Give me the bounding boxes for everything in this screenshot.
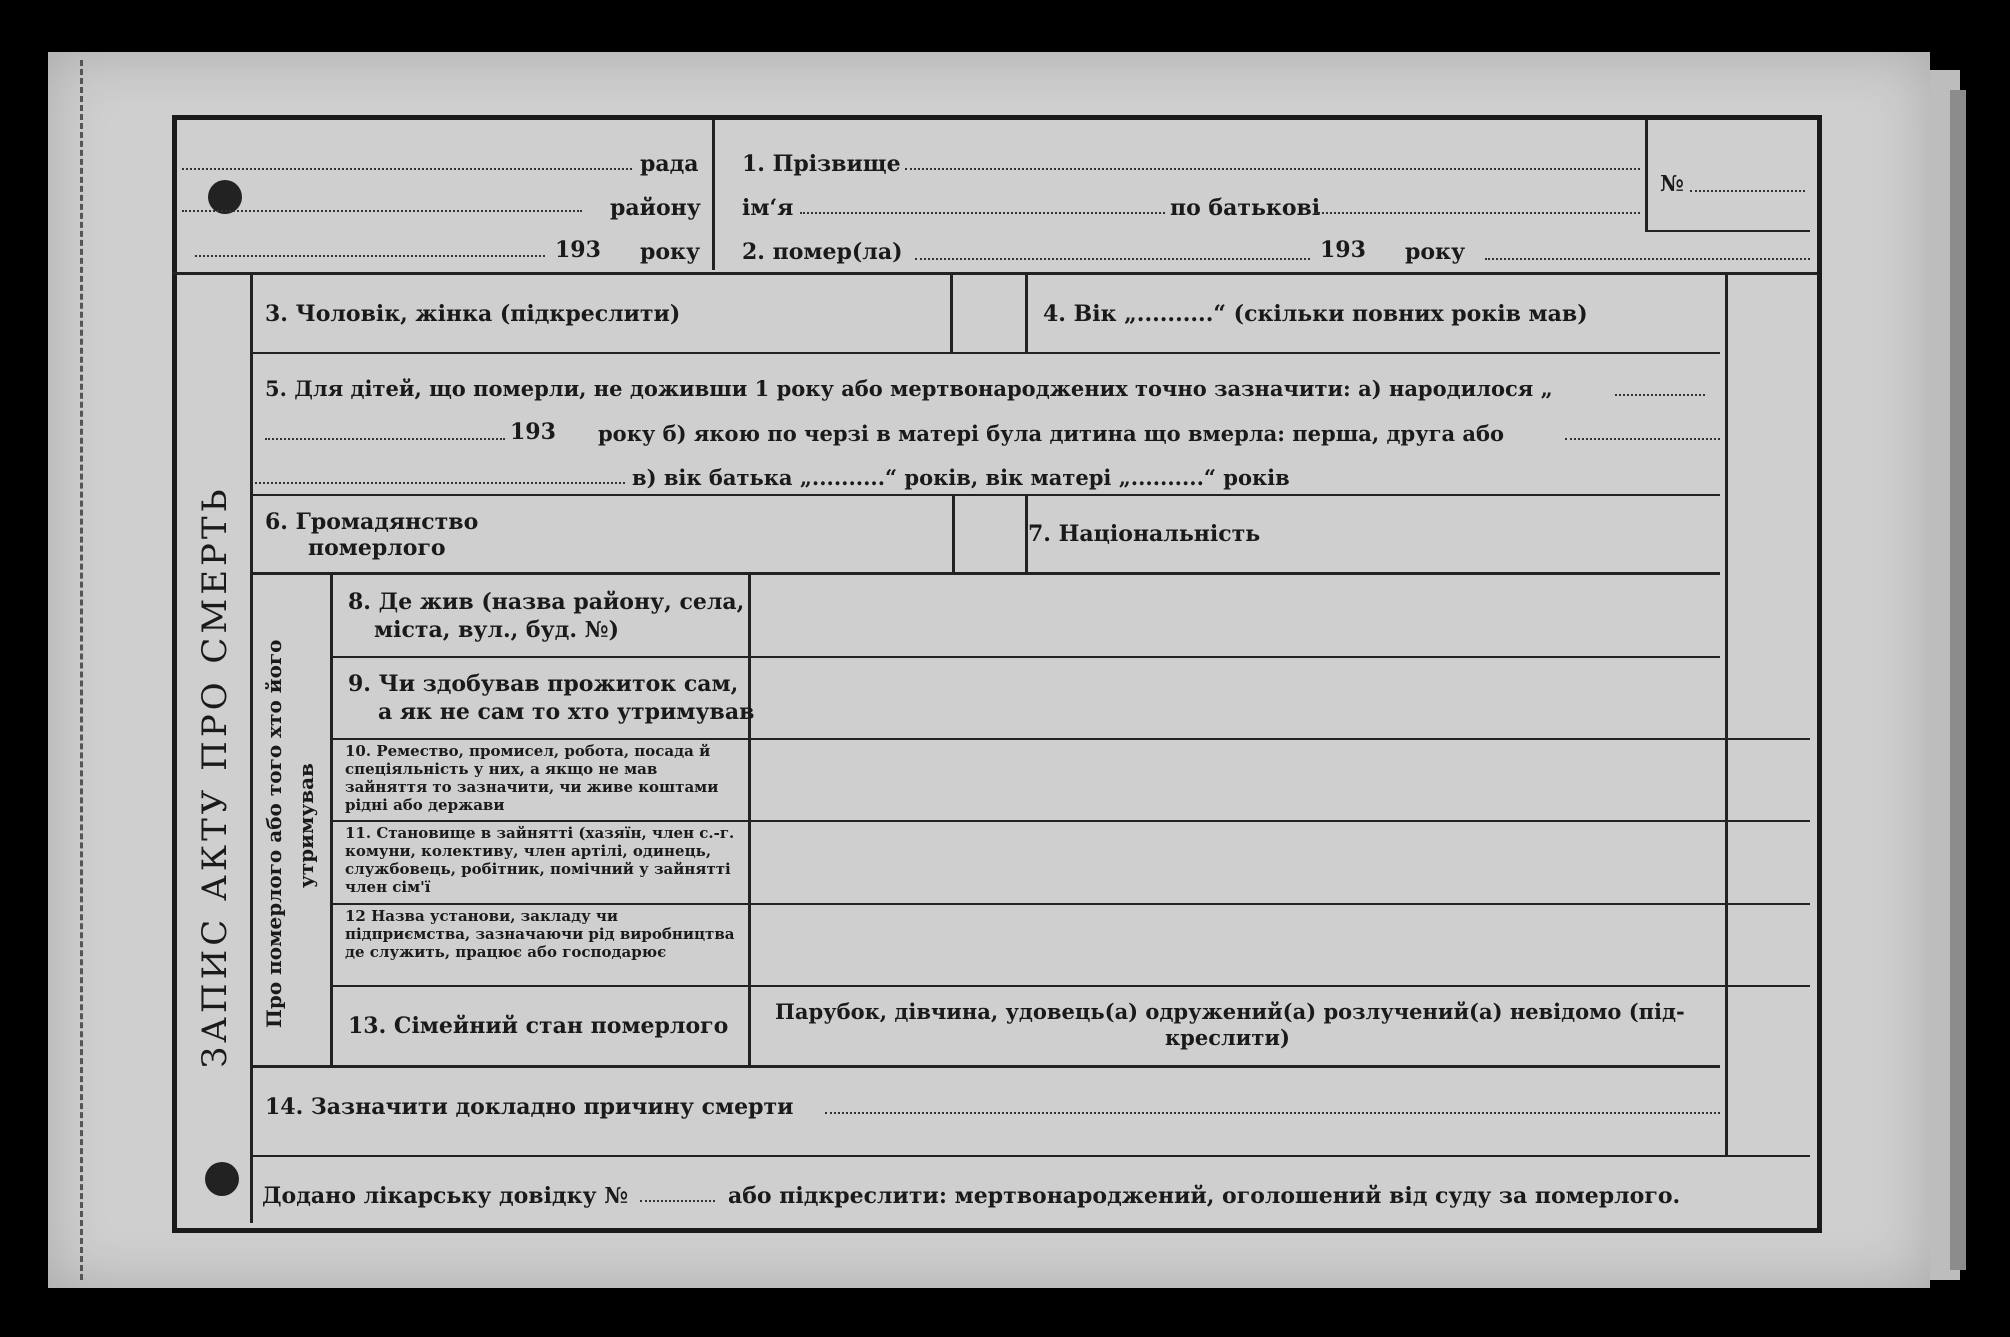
row4-label: 4. Вік „..........“ (скільки повних років мав) xyxy=(1043,301,1588,327)
row6-line1: 6. Громадянство xyxy=(265,509,479,535)
card-edge-shadow xyxy=(1950,90,1966,1270)
year-left: 193 xyxy=(555,237,601,263)
number-label: № xyxy=(1660,171,1684,197)
row6-line2: померлого xyxy=(308,535,446,561)
year-right: 193 xyxy=(1320,237,1366,263)
row12-bottom xyxy=(330,985,1810,987)
header-divider xyxy=(712,120,715,270)
rayonu-field xyxy=(182,210,582,212)
row14-bottom xyxy=(250,1155,1810,1157)
row13-bottom xyxy=(250,1065,1720,1068)
row5-line2: року б) якою по черзі в матері була дитина що вмерла: перша, друга або xyxy=(598,421,1505,446)
row6-divider-a xyxy=(952,496,955,572)
roku-right: року xyxy=(1405,239,1466,265)
date-left-field xyxy=(195,255,545,257)
row3-divider-b xyxy=(1025,275,1028,353)
row5-year: 193 xyxy=(510,419,556,445)
roku-left: року xyxy=(640,239,701,265)
death-date-field xyxy=(915,258,1310,260)
rayonu-label: району xyxy=(610,195,701,221)
perforation-line xyxy=(80,60,83,1280)
certificate-number-field xyxy=(640,1200,715,1202)
row13-value-line1: Парубок, дівчина, удовець(а) одружений(а) розлучений(а) невідомо (під- xyxy=(775,999,1685,1024)
cause-field xyxy=(825,1112,1720,1114)
surname-label: 1. Прізвище xyxy=(742,151,901,177)
imya-label: ім‘я xyxy=(742,195,794,221)
child-order-field-2 xyxy=(255,482,625,484)
rada-label: рада xyxy=(640,151,699,177)
side-column-line xyxy=(250,275,253,1223)
footer-label: Додано лікарську довідку № xyxy=(262,1183,629,1209)
row9-bottom xyxy=(330,738,1810,740)
born-date-field xyxy=(1615,394,1705,396)
row7-label: 7. Національність xyxy=(1028,521,1261,547)
row14-label: 14. Зазначити докладно причину смерти xyxy=(265,1094,794,1120)
row13-label: 13. Сімейний стан померлого xyxy=(348,1013,729,1039)
surname-field xyxy=(905,168,1640,170)
year-right-field xyxy=(1485,258,1810,260)
died-label: 2. помер(ла) xyxy=(742,239,903,265)
child-order-field xyxy=(1565,438,1720,440)
row9-line2: а як не сам то хто утримував xyxy=(378,699,755,725)
row3-label: 3. Чоловік, жінка (підкреслити) xyxy=(265,301,681,327)
po-batkovi-label: по батькові xyxy=(1170,195,1321,221)
row5-bottom xyxy=(250,494,1720,496)
number-divider xyxy=(1645,120,1648,232)
name-field xyxy=(800,212,1165,214)
row11-bottom xyxy=(330,903,1810,905)
row11-label: 11. Становище в зайнятті (хазяїн, член с.-г. комуни, колективу, член артілі, одинець, службовець, робітник, помічний у зайнятті член сім'ї xyxy=(345,824,735,896)
footer-note: або підкреслити: мертвонароджений, оголошений від суду за померлого. xyxy=(728,1183,1681,1209)
number-field xyxy=(1690,190,1805,192)
row13-value-line2: креслити) xyxy=(1165,1025,1290,1050)
side-title: ЗАПИС АКТУ ПРО СМЕРТЬ xyxy=(195,485,235,1068)
row6-bottom xyxy=(250,572,1720,575)
row9-line1: 9. Чи здобував прожиток сам, xyxy=(348,671,739,697)
row3-bottom xyxy=(250,352,1720,354)
header-bottom-line xyxy=(172,272,1817,275)
row8-bottom xyxy=(330,656,1720,658)
row3-divider-a xyxy=(950,275,953,353)
row8-line2: міста, вул., буд. №) xyxy=(374,617,619,643)
number-line xyxy=(1645,230,1810,232)
row10-bottom xyxy=(330,820,1810,822)
row12-label: 12 Назва установи, закладу чи підприємства, зазначаючи рід виробництва де служить, працює або господарює xyxy=(345,907,735,961)
side-subtitle-1: Про померлого або того хто його xyxy=(262,639,286,1028)
right-column-line xyxy=(1725,275,1728,1155)
side-subtitle-2: утримував xyxy=(294,763,318,888)
rada-field xyxy=(182,168,632,170)
patronymic-field xyxy=(1315,212,1640,214)
row10-label: 10. Ремество, промисел, робота, посада й спеціяльність у них, а якщо не мав зайняття то зазначити, чи живе коштами рідні або держави xyxy=(345,742,719,814)
row5-line3: в) вік батька „..........“ років, вік матері „..........“ років xyxy=(632,465,1290,490)
row5-line1: 5. Для дітей, що померли, не доживши 1 року або мертвонароджених точно зазначити: а) народилося „ xyxy=(265,376,1553,401)
row8-line1: 8. Де жив (назва району, села, xyxy=(348,589,745,615)
born-year-field xyxy=(265,438,505,440)
